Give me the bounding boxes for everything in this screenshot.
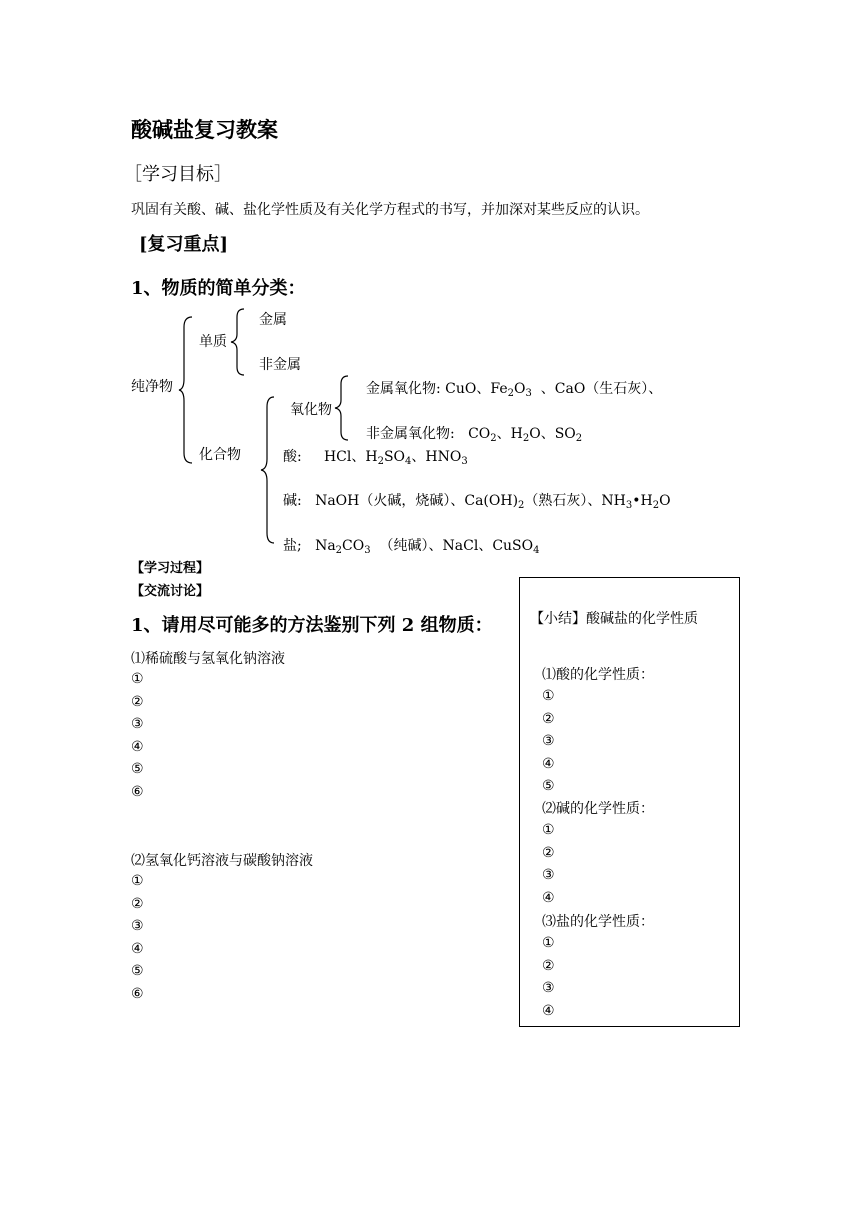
root-brace — [178, 315, 196, 465]
list-item: ① — [542, 688, 555, 704]
nonmetal-oxide-label: 非金属氧化物: — [366, 426, 455, 442]
question1-heading: 1、请用尽可能多的方法鉴别下列 2 组物质： — [131, 615, 493, 636]
list-item: ⑥ — [131, 783, 144, 800]
base-label: 碱: — [283, 493, 302, 509]
list-item: ⑤ — [542, 778, 555, 795]
base-line: 碱: NaOH（火碱，烧碱）、$Ca(OH)_2$（熟石灰）、$NH_3•H_2O$ — [283, 493, 671, 511]
base-props-list — [542, 819, 555, 909]
salt-props-list — [542, 932, 555, 1022]
acid-line: 酸: HCl、$H_2SO_4$、$HNO_3$ — [283, 449, 468, 467]
class-nonmetal: 非金属 — [259, 357, 301, 373]
simple-brace — [230, 307, 246, 377]
base-text: NaOH（火碱，烧碱）、Ca(OH) — [315, 493, 519, 509]
oxide-brace — [334, 374, 350, 442]
metal-oxide-label: 金属氧化物: — [366, 381, 446, 397]
list-item: ⑤ — [131, 963, 144, 980]
page-title: 酸碱盐复习教案 — [131, 117, 278, 142]
group2-title: ⑵氢氧化钙溶液与碳酸钠溶液 — [131, 853, 313, 869]
salt-line: 盐; $Na_2CO_3$ （纯碱）、NaCl、CuSO$_4$ — [283, 538, 540, 556]
list-item: ③ — [131, 918, 144, 935]
compound-brace — [260, 395, 276, 545]
group1-title: ⑴稀硫酸与氢氧化钠溶液 — [131, 651, 285, 667]
list-item: ④ — [131, 940, 144, 957]
salt-label: 盐; — [283, 538, 302, 554]
objectives-text: 巩固有关酸、碱、盐化学性质及有关化学方程式的书写，并加深对某些反应的认识。 — [131, 202, 649, 218]
salt-text: （纯碱）、NaCl、CuSO — [379, 538, 534, 554]
list-item: ④ — [542, 889, 555, 906]
process-heading: 【学习过程】 — [131, 561, 210, 576]
group2-list — [131, 870, 144, 1006]
metal-oxide-line: 金属氧化物: CuO、$Fe_2O_3$ 、CaO（生石灰）、 — [366, 381, 663, 399]
summary-box — [519, 577, 740, 1027]
objectives-heading: ［学习目标］ — [124, 164, 232, 185]
class-root: 纯净物 — [131, 379, 173, 395]
discussion-heading: 【交流讨论】 — [131, 584, 210, 599]
list-item: ⑤ — [131, 761, 144, 778]
nonmetal-oxide-line: 非金属氧化物: $CO_2$、$H_2O$、$SO_2$ — [366, 426, 583, 444]
base-props-title: ⑵碱的化学性质： — [542, 801, 654, 817]
list-item: ① — [542, 935, 555, 951]
section1-heading: 1、物质的简单分类： — [131, 278, 306, 299]
list-item: ② — [542, 844, 555, 861]
salt-props-title: ⑶盐的化学性质： — [542, 914, 654, 930]
base-text-2: （熟石灰）、NH — [524, 493, 626, 509]
list-item: ③ — [542, 733, 555, 750]
summary-heading: 【小结】酸碱盐的化学性质 — [530, 611, 698, 627]
class-oxide: 氧化物 — [290, 402, 332, 418]
list-item: ① — [542, 822, 555, 838]
list-item: ② — [131, 693, 144, 710]
list-item: ④ — [131, 738, 144, 755]
class-compound: 化合物 — [199, 447, 241, 463]
list-item: ③ — [542, 980, 555, 997]
acid-label: 酸: — [283, 449, 302, 465]
list-item: ③ — [131, 716, 144, 733]
focus-heading: [复习重点] — [139, 234, 229, 255]
list-item: ① — [131, 671, 144, 687]
acid-props-list — [542, 685, 555, 798]
list-item: ⑥ — [131, 985, 144, 1002]
list-item: ② — [542, 710, 555, 727]
list-item: ④ — [542, 1002, 555, 1019]
group1-list — [131, 668, 144, 804]
class-simple: 单质 — [199, 334, 227, 350]
list-item: ④ — [542, 755, 555, 772]
list-item: ① — [131, 873, 144, 889]
acid-props-title: ⑴酸的化学性质： — [542, 667, 654, 683]
class-metal: 金属 — [259, 312, 287, 328]
list-item: ② — [542, 957, 555, 974]
list-item: ③ — [542, 867, 555, 884]
metal-oxide-rest: （生石灰）、 — [585, 381, 663, 397]
list-item: ② — [131, 895, 144, 912]
